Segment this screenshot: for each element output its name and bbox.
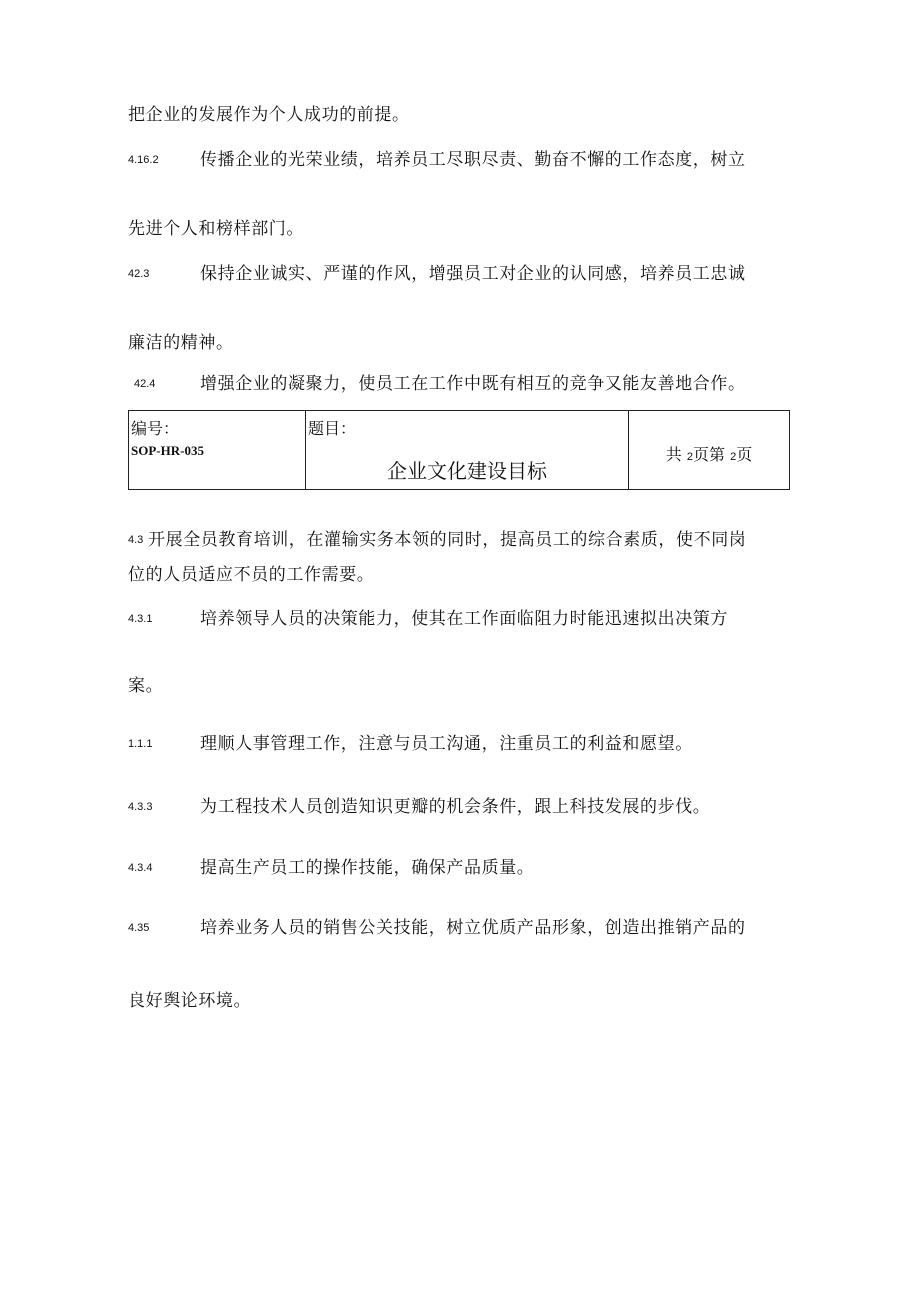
page-mid: 页第 <box>692 445 725 464</box>
clause-number: 42.4 <box>134 378 156 390</box>
subject-label: 题目： <box>308 419 357 438</box>
page-indicator <box>629 442 789 465</box>
clause-number: 4.16.2 <box>128 154 159 166</box>
clause-number: 4.3 <box>128 534 144 546</box>
paragraph-line: 提高生产员工的操作技能，确保产品质量。 <box>200 858 535 878</box>
paragraph-line: 开展全员教育培训，在灌输实务本领的同时，提高员工的综合素质，使不同岗 <box>148 530 747 550</box>
page-prefix: 共 <box>665 445 682 464</box>
paragraph-line: 为工程技术人员创造知识更瓣的机会条件，跟上科技发展的步伐。 <box>200 797 711 817</box>
paragraph-line: 传播企业的光荣业绩，培养员工尽职尽责、勤奋不懈的工作态度，树立 <box>200 150 746 170</box>
header-number-cell <box>129 411 306 489</box>
paragraph-line: 培养业务人员的销售公关技能，树立优质产品形象，创造出推销产品的 <box>200 918 746 938</box>
header-subject-cell <box>306 411 629 489</box>
page-total: 2 <box>686 451 693 463</box>
page-current: 2 <box>730 451 737 463</box>
clause-number: 4.35 <box>128 922 150 934</box>
document-number: SOP-HR-035 <box>131 443 204 458</box>
paragraph-line: 把企业的发展作为个人成功的前提。 <box>128 105 410 125</box>
clause-number: 42.3 <box>128 268 150 280</box>
paragraph-line: 增强企业的凝聚力，使员工在工作中既有相互的竞争又能友善地合作。 <box>200 374 746 394</box>
document-title: 企业文化建设目标 <box>387 459 547 483</box>
paragraph-line: 保持企业诚实、严谨的作风，增强员工对企业的认同感，培养员工忠诚 <box>200 264 746 284</box>
paragraph-line: 先进个人和榜样部门。 <box>128 219 304 239</box>
document-header-table <box>128 410 790 490</box>
paragraph-line: 良好舆论环境。 <box>128 991 252 1011</box>
clause-number: 1.1.1 <box>128 738 153 750</box>
header-page-cell <box>629 411 789 489</box>
clause-number: 4.3.4 <box>128 862 153 874</box>
paragraph-line: 案。 <box>128 676 164 696</box>
number-label: 编号： <box>131 419 180 438</box>
page-suffix: 页 <box>736 445 753 464</box>
clause-number: 4.3.1 <box>128 613 153 625</box>
paragraph-line: 位的人员适应不员的工作需要。 <box>128 565 375 585</box>
paragraph-line: 廉洁的精神。 <box>128 333 234 353</box>
paragraph-line: 理顺人事管理工作，注意与员工沟通，注重员工的利益和愿望。 <box>200 734 693 754</box>
paragraph-line: 培养领导人员的决策能力，使其在工作面临阻力时能迅速拟出决策方 <box>200 609 728 629</box>
clause-number: 4.3.3 <box>128 801 153 813</box>
